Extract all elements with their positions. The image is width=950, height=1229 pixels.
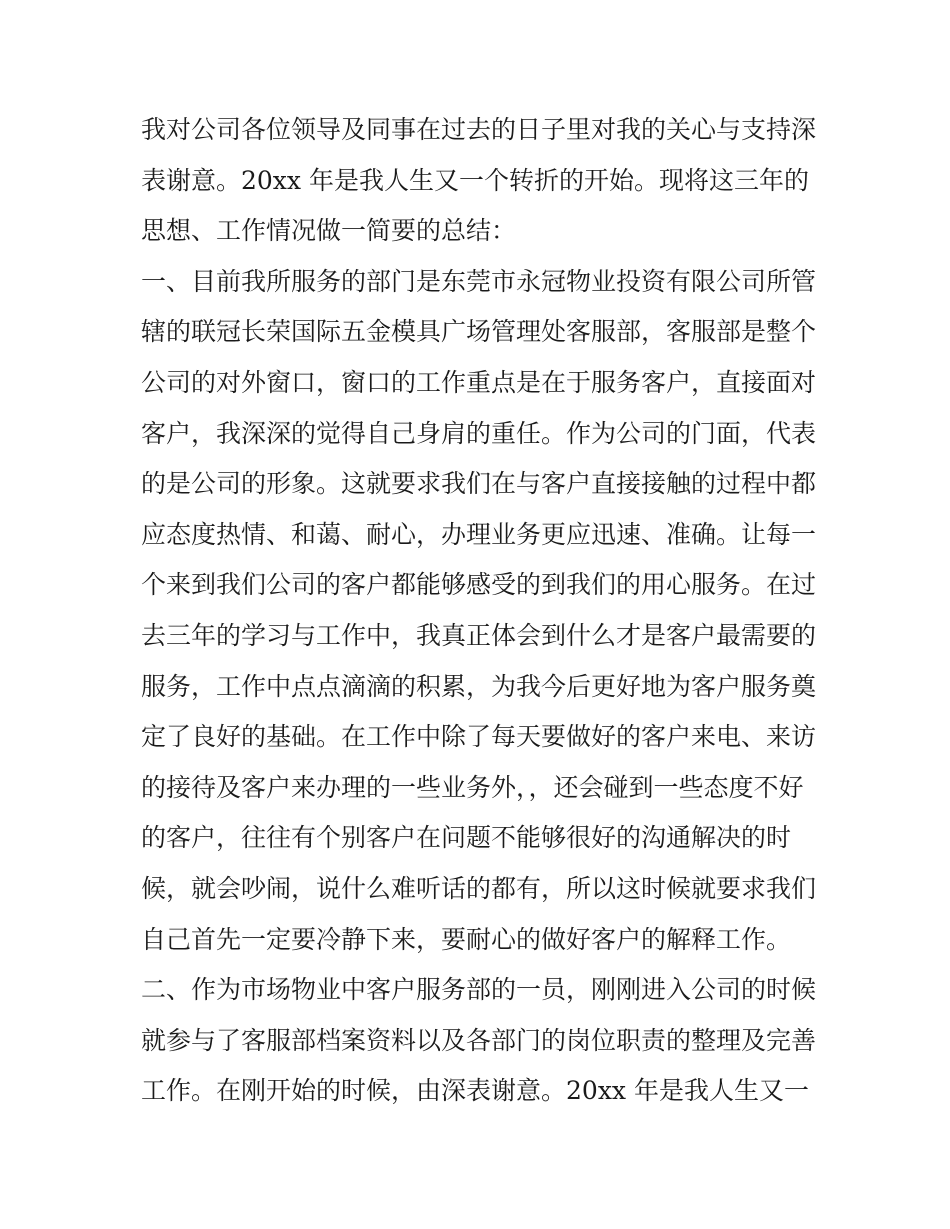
text-line: 个来到我们公司的客户都能够感受的到我们的用心服务。在过 (141, 570, 817, 600)
text-line: 自己首先一定要冷静下来，要耐心的做好客户的解释工作。 (141, 924, 792, 954)
document-body (141, 105, 821, 1117)
text-line: 二、作为市场物业中客户服务部的一员，刚刚进入公司的时候 (141, 975, 817, 1005)
text-line: 客户，我深深的觉得自己身肩的重任。作为公司的门面，代表 (141, 418, 817, 448)
text-line: 一、目前我所服务的部门是东莞市永冠物业投资有限公司所管 (141, 266, 817, 296)
text-line: 思想、工作情况做一简要的总结： (141, 216, 517, 246)
text-line: 应态度热情、和蔼、耐心，办理业务更应迅速、准确。让每一 (141, 519, 817, 549)
text-line: 定了良好的基础。在工作中除了每天要做好的客户来电、来访 (141, 722, 817, 752)
text-line: 候，就会吵闹，说什么难听话的都有，所以这时候就要求我们 (141, 873, 817, 903)
text-line: 我对公司各位领导及同事在过去的日子里对我的关心与支持深 (141, 115, 817, 144)
text-line: 工作。在刚开始的时候，由深表谢意。20xx 年是我人生又一 (141, 1076, 809, 1106)
text-line: 公司的对外窗口，窗口的工作重点是在于服务客户，直接面对 (141, 367, 817, 397)
text-line: 服务，工作中点点滴滴的积累，为我今后更好地为客户服务奠 (141, 671, 817, 701)
text-line: 去三年的学习与工作中，我真正体会到什么才是客户最需要的 (141, 620, 817, 650)
text-line: 的是公司的形象。这就要求我们在与客户直接接触的过程中都 (141, 469, 817, 499)
text-line: 的接待及客户来办理的一些业务外，，还会碰到一些态度不好 (141, 772, 804, 802)
text-line: 的客户，往往有个别客户在问题不能够很好的沟通解决的时 (141, 823, 792, 853)
text-line: 就参与了客服部档案资料以及各部门的岗位职责的整理及完善 (141, 1025, 817, 1055)
text-line: 辖的联冠长荣国际五金模具广场管理处客服部，客服部是整个 (141, 317, 817, 347)
text-line: 表谢意。20xx 年是我人生又一个转折的开始。现将这三年的 (141, 165, 809, 195)
